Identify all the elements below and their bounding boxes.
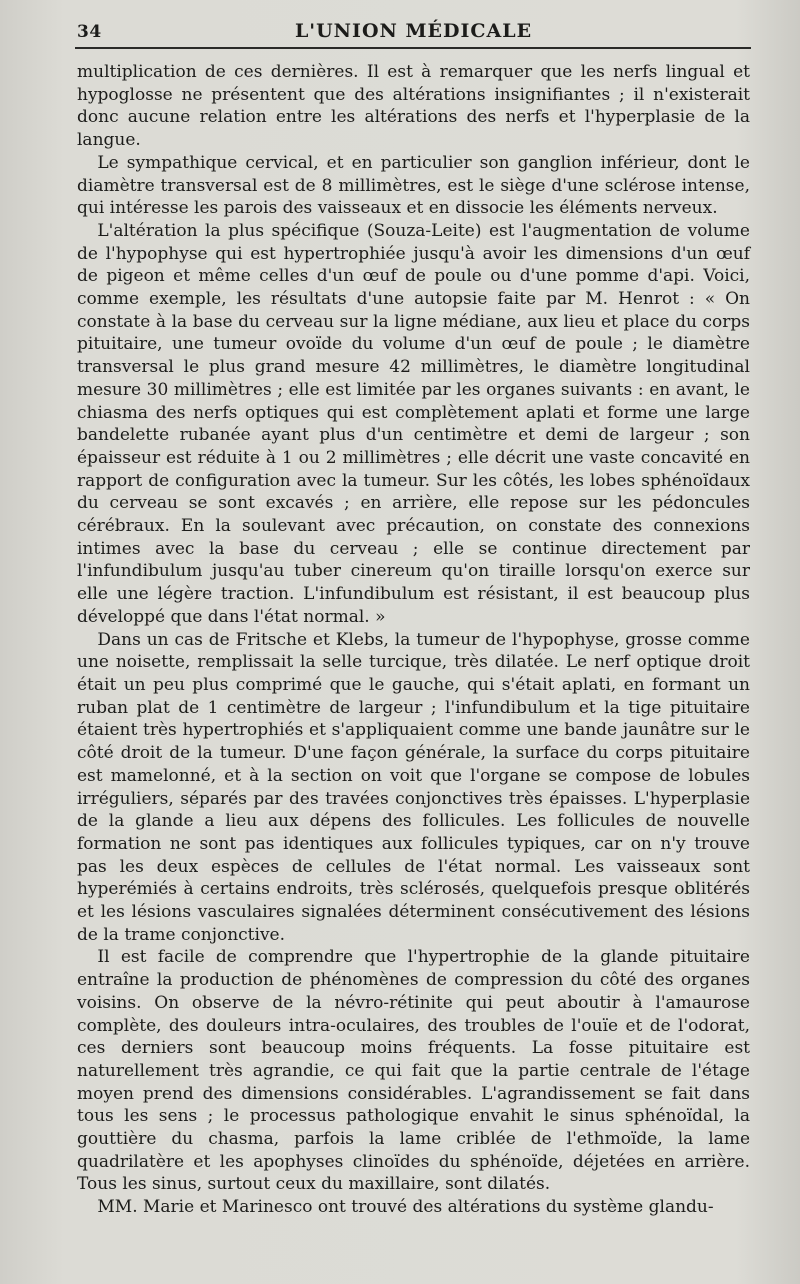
paragraph-5: Il est facile de comprendre que l'hypertrophie de la glande pituitaire entraîne la production de phénomènes de compression du côté des organes voisins. On observe de la névro-rétinite qui peut aboutir à l'amaurose complète, des douleurs intra-oculaires, des troubles de l'ouïe et de l'odorat, ces derniers sont beaucoup moins fréquents. La fosse pituitaire est naturellement très agrandie, ce qui fait que la partie centrale de l'étage moyen prend des dimensions considérables. L'agrandissement se fait dans tous les sens ; le processus pathologique envahit le sinus sphénoïdal, la gouttière du chasma, parfois la lame criblée de l'ethmoïde, la lame quadrilatère et les apophyses clinoïdes du sphénoïde, déjetées en arrière. Tous les sinus, surtout ceux du maxillaire, sont dilatés. bbox=[77, 947, 750, 1195]
header-rule bbox=[75, 47, 751, 49]
paragraph-6: MM. Marie et Marinesco ont trouvé des altérations du système glandu- bbox=[97, 1197, 714, 1218]
paragraph-1: multiplication de ces dernières. Il est à remarquer que les nerfs lingual et hypoglosse ne présentent que des altérations insignifiantes ; il n'existerait donc aucune relation entre les altérations des nerfs et l'hyperplasie de la langue. bbox=[77, 62, 750, 151]
running-title: L'UNION MÉDICALE bbox=[294, 20, 533, 42]
body-text bbox=[77, 61, 750, 1219]
paragraph-3: L'altération la plus spécifique (Souza-Leite) est l'augmentation de volume de l'hypophyse qui est hypertrophiée jusqu'à avoir les dimensions d'un œuf de pigeon et même celles d'un œuf de poule ou d'une pomme d'api. Voici, comme exemple, les résultats d'une autopsie faite par M. Henrot : « On constate à la base du cerveau sur la ligne médiane, aux lieu et place du corps pituitaire, une tumeur ovoïde du volume d'un œuf de poule ; le diamètre transversal le plus grand mesure 42 millimètres, le diamètre longitudinal mesure 30 millimètres ; elle est limitée par les organes suivants : en avant, le chiasma des nerfs optiques qui est complètement aplati et forme une large bandelette rubanée ayant plus d'un centimètre et demi de largeur ; son épaisseur est réduite à 1 ou 2 millimètres ; elle décrit une vaste concavité en rapport de configuration avec la tumeur. Sur les côtés, les lobes sphénoïdaux du cerveau se sont excavés ; en arrière, elle repose sur les pédoncules cérébraux. En la soulevant avec précaution, on constate des connexions intimes avec la base du cerveau ; elle se continue directement par l'infundibulum jusqu'au tuber cinereum qu'on tiraille lorsqu'on exerce sur elle une légère traction. L'infundibulum est résistant, il est beaucoup plus développé que dans l'état normal. » bbox=[77, 220, 750, 627]
page-header bbox=[77, 20, 750, 48]
paragraph-4: Dans un cas de Fritsche et Klebs, la tumeur de l'hypophyse, grosse comme une noisette, remplissait la selle turcique, très dilatée. Le nerf optique droit était un peu plus comprimé que le gauche, qui s'était aplati, en formant un ruban plat de 1 centimètre de largeur ; l'infundibulum et la tige pituitaire étaient très hypertrophiés et s'appliquaient comme une bande jaunâtre sur le côté droit de la tumeur. D'une façon générale, la surface du corps pituitaire est mamelonné, et à la section on voit que l'organe se compose de lobules irréguliers, séparés par des travées conjonctives très épaisses. L'hyperplasie de la glande a lieu aux dépens des follicules. Les follicules de nouvelle formation ne sont pas identiques aux follicules typiques, car on n'y trouve pas les deux espèces de cellules de l'état normal. Les vaisseaux sont hyperémiés à certains endroits, très sclérosés, quelquefois presque oblitérés et les lésions vasculaires signalées déterminent consécutivement des lésions de la trame conjonctive. bbox=[77, 629, 750, 945]
paragraph-2: Le sympathique cervical, et en particulier son ganglion inférieur, dont le diamètre transversal est de 8 millimètres, est le siège d'une sclérose intense, qui intéresse les parois des vaisseaux et en dissocie les éléments nerveux. bbox=[77, 152, 750, 219]
page-number: 34 bbox=[77, 22, 102, 42]
